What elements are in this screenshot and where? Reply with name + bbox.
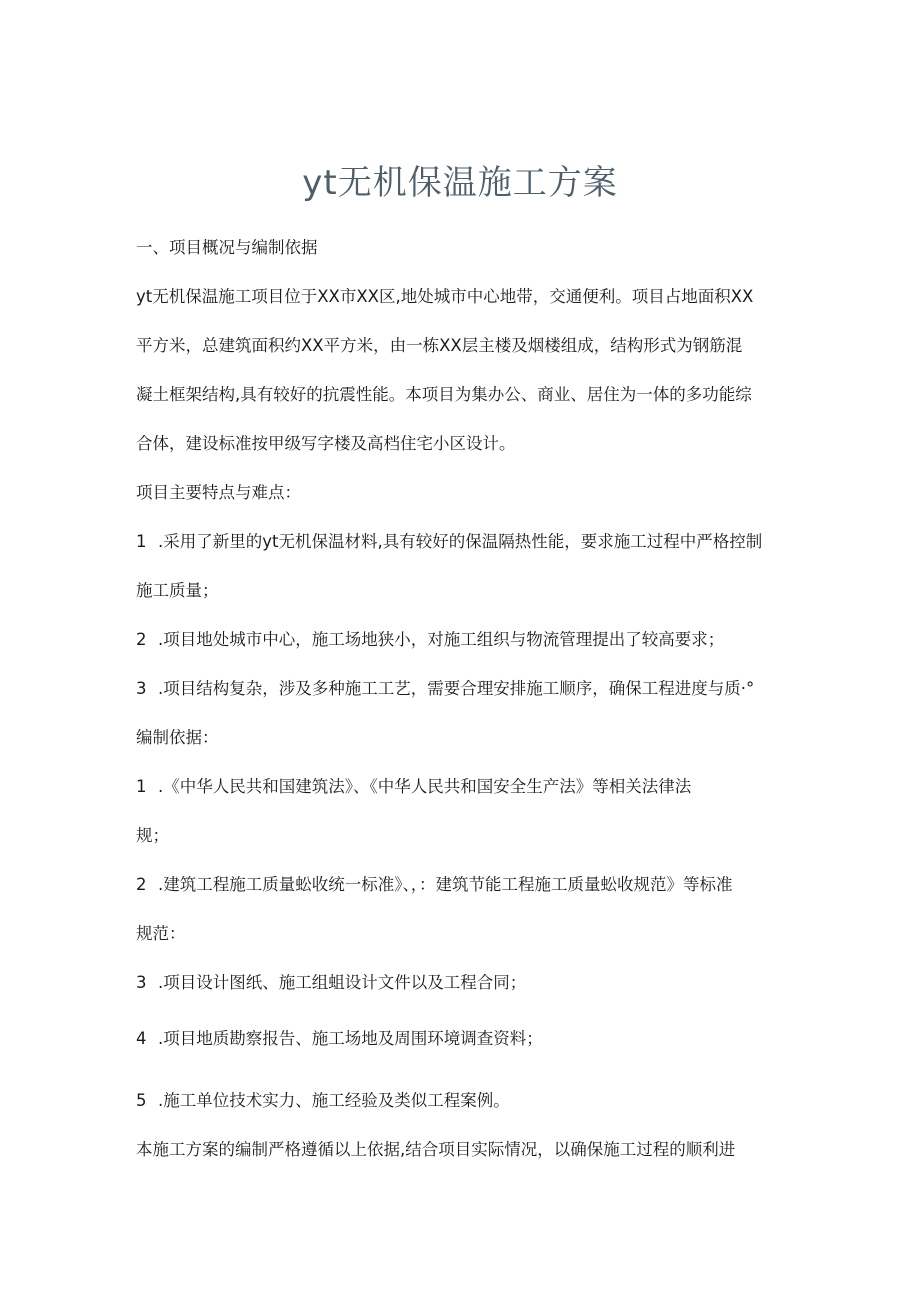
list-text: .《中华人民共和国建筑法》、《中华人民共和国安全生产法》等相关法律法 — [158, 777, 692, 796]
features-heading: 项目主要特点与难点： — [136, 483, 301, 502]
list-number: 1 — [136, 532, 147, 551]
list-item — [136, 824, 169, 848]
list-item — [136, 628, 724, 652]
section-heading: 一、项目概况与编制依据 — [136, 238, 318, 257]
list-number: 2 — [136, 875, 147, 894]
overview-line: yt无机保温施工项目位于XX市XX区,地处城市中心地带，交通便利。项目占地面积XX — [136, 287, 754, 306]
closing-line: 本施工方案的编制严格遵循以上依据,结合项目实际情况，以确保施工过程的顺利进 — [136, 1140, 736, 1159]
list-text: .项目结构复杂，涉及多种施工工艺，需要合理安排施工顺序，确保工程进度与质·° — [158, 679, 755, 698]
document-title: yt无机保温施工方案 — [302, 163, 618, 203]
list-item — [136, 677, 754, 701]
list-item — [136, 971, 526, 995]
list-text: 规； — [136, 826, 169, 845]
overview-line: 凝土框架结构,具有较好的抗震性能。本项目为集办公、商业、居住为一体的多功能综 — [136, 385, 752, 404]
overview-line: 平方米，总建筑面积约XX平方米，由一栋XX层主楼及烟楼组成，结构形式为钢筋混 — [136, 336, 743, 355]
list-number: 3 — [136, 679, 147, 698]
list-number: 3 — [136, 973, 147, 992]
list-number: 1 — [136, 777, 147, 796]
list-text: .项目地质勘察报告、施工场地及周围环境调查资料； — [158, 1029, 543, 1048]
overview-line: 合体，建设标准按甲级写字楼及高档住宅小区设计。 — [136, 434, 516, 453]
list-item — [136, 579, 219, 603]
list-item — [136, 922, 186, 946]
list-text: 规范： — [136, 924, 186, 943]
list-text: .采用了新里的yt无机保温材料,具有较好的保温隔热性能，要求施工过程中严格控制 — [158, 532, 763, 551]
list-item — [136, 530, 762, 554]
list-number: 5 — [136, 1091, 147, 1110]
list-item — [136, 1027, 543, 1051]
list-item — [136, 775, 691, 799]
list-text: .施工单位技术实力、施工经验及类似工程案例。 — [158, 1091, 510, 1110]
list-number: 4 — [136, 1029, 147, 1048]
basis-heading: 编制依据： — [136, 728, 219, 747]
list-number: 2 — [136, 630, 147, 649]
list-text: .项目地处城市中心，施工场地狭小，对施工组织与物流管理提出了较高要求； — [158, 630, 725, 649]
list-text: .项目设计图纸、施工组蛆设计文件以及工程合同； — [158, 973, 527, 992]
list-item — [136, 1089, 510, 1113]
list-item — [136, 873, 733, 897]
list-text: 施工质量； — [136, 581, 219, 600]
list-text: .建筑工程施工质量蚣收统一标准》、，：建筑节能工程施工质量蚣收规范》等标准 — [158, 875, 733, 894]
